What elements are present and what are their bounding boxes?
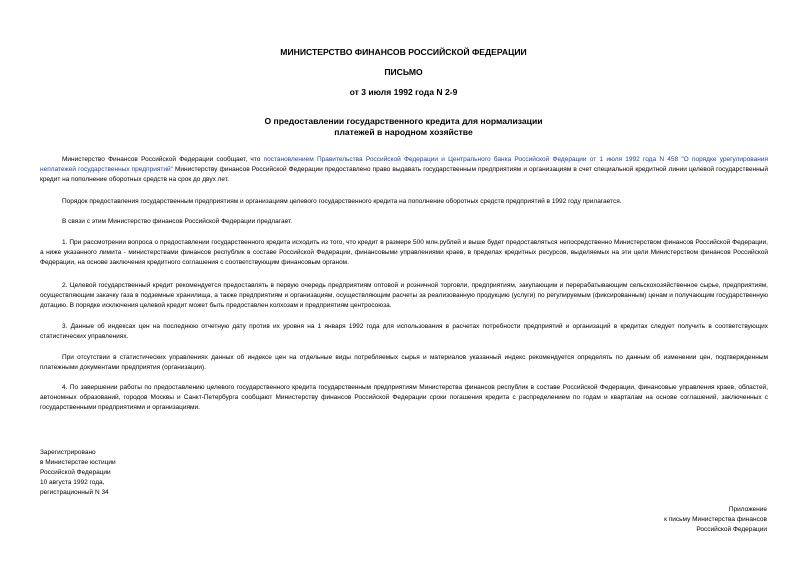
registration-line: регистрационный N 34 xyxy=(40,489,109,496)
paragraph-intro-end: Министерству финансов Российской Федерации предоставлено право выдавать государственным предприятиям и организациям в счет специальной кредитной линии целевой государственный кредит на пополнение оборотных средств на срок до двух лет. xyxy=(40,166,768,183)
registration-line: 10 августа 1992 года, xyxy=(40,479,105,486)
paragraph-item-3-note: При отсутствии в статистических управлениях данных об индексе цен на отдельные виды потребляемых сырья и материалов указанный индекс рекомендуется определять по данным об изменении цен, подтвержденным платежными документами предприятия (организации). xyxy=(40,354,768,371)
appendix-line: Приложение xyxy=(728,506,767,513)
appendix-line: Российской Федерации xyxy=(696,526,767,533)
registration-line: в Министерстве юстиции xyxy=(40,459,116,466)
document-title-line-2: платежей в народном хозяйстве xyxy=(334,127,473,137)
paragraph-item-1: 1. При рассмотрении вопроса о предоставлении государственного кредита исходить из того, что кредит в размере 500 млн.рублей и выше будет предоставляться непосредственно Министерством финансов Российской Федерации, а ниже указанного лимита - министерствами финансов республик в составе Российской Федерации, финансовыми управлениями краев, в пределах кредитных ресурсов, выделяемых на эти цели Министерством финансов Российской Федерации, на основе заключения кредитного соглашения с соответствующим финансовым органом. xyxy=(40,239,768,266)
paragraph-item-2: 2. Целевой государственный кредит рекомендуется предоставлять в первую очередь предприятиям оптовой и розничной торговли, предприятиям, закупающим и перерабатывающим сельскохозяйственное сырье, предприятиям, осуществляющим закачку газа в подземные хранилища, а также предприятиям и организациям, осуществляющим расчеты за реализованную продукцию (услуги) по регулируемым (фиксированным) ценам и получающим государственную дотацию. В порядке исключения целевой кредит может быть предоставлен колхозам и предприятиям центросоюза. xyxy=(40,282,768,309)
paragraph-intro xyxy=(40,155,768,185)
document-title-line-1: О предоставлении государственного кредита для нормализации xyxy=(264,116,543,126)
paragraph-proposal: В связи с этим Министерство финансов Российской Федерации предлагает. xyxy=(62,218,293,225)
paragraph-intro-start: Министерство Финансов Российской Федерации сообщает, что xyxy=(62,156,264,163)
document-type: ПИСЬМО xyxy=(384,67,423,77)
registration-line: Зарегистрировано xyxy=(40,449,96,456)
ministry-heading: МИНИСТЕРСТВО ФИНАНСОВ РОССИЙСКОЙ ФЕДЕРАЦИИ xyxy=(280,47,527,57)
resolution-link[interactable]: постановлением Правительства Российской Федерации и Центрального банка Российской Федерации от 1 июля 1992 года N 458 "О порядке урегулирования неплатежей государственных предприятий" xyxy=(40,156,768,173)
appendix-line: к письму Министерства финансов xyxy=(664,516,767,523)
registration-block xyxy=(40,448,240,498)
paragraph-procedure: Порядок предоставления государственным предприятиям и организациям целевого государственного кредита на пополнение оборотных средств предприятий в 1992 году прилагается. xyxy=(62,198,622,205)
appendix-block xyxy=(547,505,767,535)
paragraph-item-3: 3. Данные об индексах цен на последнюю отчетную дату против их уровня на 1 января 1992 года для использования в расчетах потребности предприятий и организаций в кредитах следует получить в соответствующих статистических управлениях. xyxy=(40,323,768,340)
paragraph-item-4: 4. По завершении работы по предоставлению целевого государственного кредита государственным предприятиям Министерства финансов республик в составе Российской Федерации, финансовые управления краев, областей, автономных образований, городов Москвы и Санкт-Петербурга сообщают Министерству финансов Российской Федерации сроки погашения кредита с распределением по годам и кварталам на основе соглашений, заключенных с государственными предприятиями и организациями. xyxy=(40,384,768,411)
registration-line: Российской Федерации xyxy=(40,469,111,476)
document-date-number: от 3 июля 1992 года N 2-9 xyxy=(349,87,458,97)
